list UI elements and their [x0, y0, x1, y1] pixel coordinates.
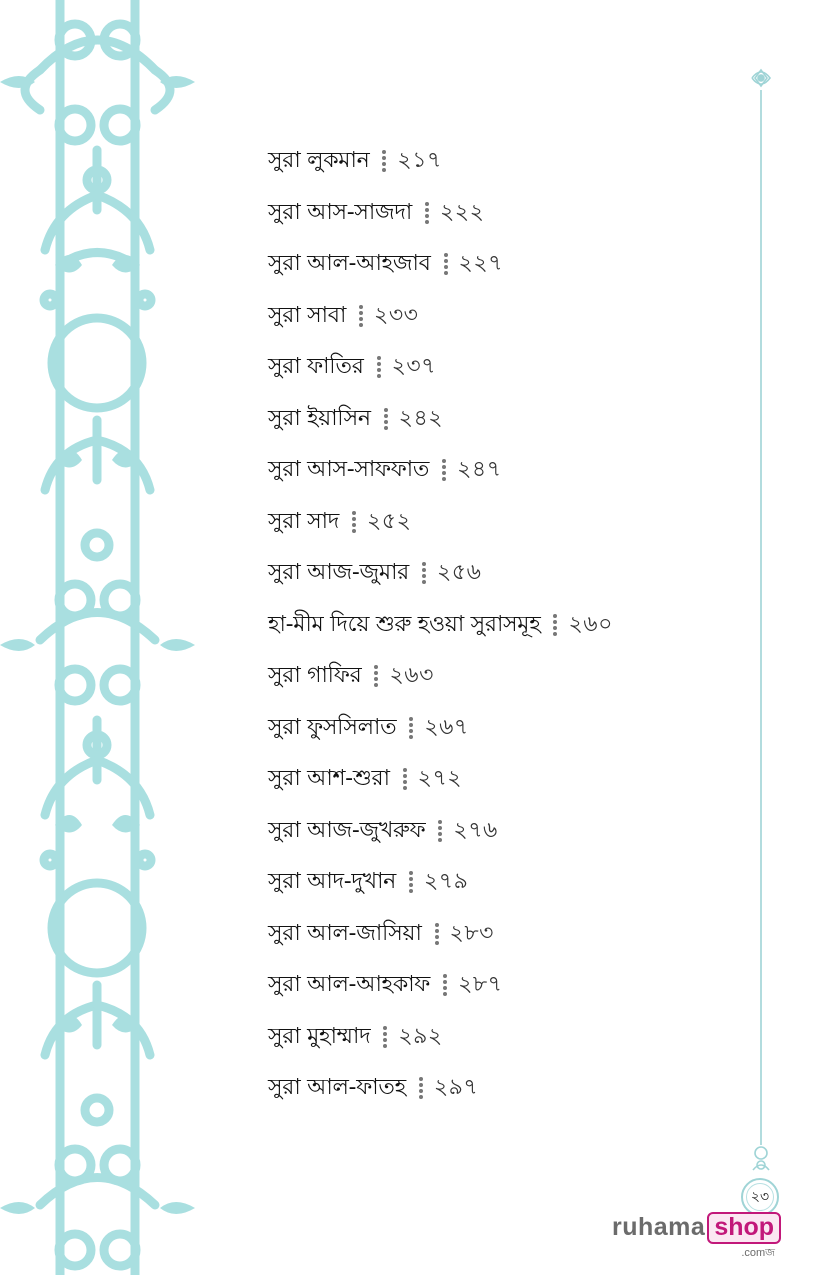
toc-item-page: ২৪২ — [398, 405, 444, 431]
toc-item[interactable] — [268, 916, 613, 968]
toc-item-page: ২২৭ — [458, 251, 503, 276]
toc-item-title: সুরা ইয়াসিন — [268, 405, 371, 431]
dotted-separator — [354, 298, 368, 334]
toc-item-title: সুরা আস-সাজদা — [268, 199, 412, 225]
dotted-separator — [379, 401, 393, 437]
toc-item[interactable] — [268, 195, 613, 247]
toc-item[interactable] — [268, 1019, 613, 1071]
toc-item[interactable] — [268, 401, 613, 453]
dotted-separator — [404, 864, 418, 900]
toc-item-page: ২৬৭ — [424, 714, 469, 740]
toc-item-title: সুরা আল-আহকাফ — [268, 972, 431, 997]
toc-item[interactable] — [268, 298, 613, 350]
dotted-separator — [417, 555, 431, 591]
toc-item-title: সুরা আল-ফাতহ — [268, 1075, 406, 1100]
toc-item-page: ২৬৩ — [389, 663, 434, 688]
toc-item-title: সুরা আল-আহজাব — [268, 251, 431, 276]
toc-item-page: ২১৭ — [397, 148, 442, 173]
toc-item-page: ২৩৩ — [374, 302, 419, 328]
toc-item-title: সুরা সাবা — [268, 302, 347, 328]
toc-item[interactable] — [268, 710, 613, 762]
dotted-separator — [438, 967, 452, 1003]
toc-item-page: ২৬০ — [568, 611, 613, 637]
dotted-separator — [404, 710, 418, 746]
toc-item-title: সুরা ফুসসিলাত — [268, 714, 397, 740]
toc-item-title: সুরা গাফির — [268, 663, 362, 688]
toc-item-page: ২৫২ — [366, 508, 412, 534]
toc-item[interactable] — [268, 555, 613, 607]
dotted-separator — [430, 916, 444, 952]
toc-item-page: ২৭২ — [417, 766, 463, 791]
toc-item[interactable] — [268, 864, 613, 916]
toc-item-title: সুরা আস-সাফফাত — [268, 457, 430, 482]
table-of-contents — [268, 143, 613, 1122]
toc-item-page: ২৭৯ — [423, 869, 469, 894]
toc-item-page: ২৪৭ — [457, 457, 502, 482]
watermark-shop-text: shop — [714, 1213, 775, 1241]
toc-item[interactable] — [268, 658, 613, 710]
toc-item-page: ২৮৩ — [449, 920, 494, 946]
watermark-shop-badge — [707, 1212, 781, 1259]
toc-item[interactable] — [268, 967, 613, 1019]
toc-item[interactable] — [268, 813, 613, 865]
toc-item-title: সুরা ফাতির — [268, 354, 364, 379]
watermark-suffix: .comজ — [741, 1247, 776, 1259]
toc-item-page: ২৭৬ — [453, 817, 498, 843]
page-number: ২৩ — [741, 1178, 779, 1216]
toc-item[interactable] — [268, 349, 613, 401]
dotted-separator — [420, 195, 434, 231]
toc-item-page: ২২২ — [439, 199, 485, 225]
toc-item-title: সুরা আশ-শুরা — [268, 766, 390, 791]
toc-item-title: সুরা আজ-জুমার — [268, 560, 409, 585]
toc-item[interactable] — [268, 504, 613, 556]
toc-item[interactable] — [268, 761, 613, 813]
toc-item[interactable] — [268, 607, 613, 659]
right-decorative-rule — [740, 60, 782, 1240]
toc-item-page: ২৫৬ — [436, 560, 482, 585]
dotted-separator — [347, 504, 361, 540]
left-ornamental-border — [0, 0, 195, 1275]
toc-item-title: হা-মীম দিয়ে শুরু হওয়া সুরাসমূহ — [268, 611, 541, 637]
toc-item[interactable] — [268, 452, 613, 504]
watermark-logo — [612, 1212, 781, 1259]
toc-item-page: ২৯৭ — [433, 1075, 479, 1100]
dotted-separator — [433, 813, 447, 849]
toc-item-title: সুরা আল-জাসিয়া — [268, 920, 422, 946]
dotted-separator — [369, 658, 383, 694]
dotted-separator — [372, 349, 386, 385]
toc-item-page: ২৩৭ — [391, 354, 436, 379]
toc-item-title: সুরা আজ-জুখরুফ — [268, 817, 426, 843]
dotted-separator — [378, 1019, 392, 1055]
dotted-separator — [439, 246, 453, 282]
toc-item-title: সুরা লুকমান — [268, 148, 370, 173]
toc-item[interactable] — [268, 143, 613, 195]
toc-item-page: ২৯২ — [398, 1023, 443, 1049]
dotted-separator — [398, 761, 412, 797]
toc-item[interactable] — [268, 1070, 613, 1122]
toc-item[interactable] — [268, 246, 613, 298]
toc-item-title: সুরা সাদ — [268, 508, 339, 534]
toc-item-title: সুরা মুহাম্মাদ — [268, 1023, 371, 1049]
dotted-separator — [377, 143, 391, 179]
watermark-brand: ruhama — [612, 1213, 706, 1241]
toc-item-title: সুরা আদ-দুখান — [268, 869, 396, 894]
dotted-separator — [548, 607, 562, 643]
toc-item-page: ২৮৭ — [458, 972, 503, 997]
dotted-separator — [437, 452, 451, 488]
dotted-separator — [414, 1070, 428, 1106]
